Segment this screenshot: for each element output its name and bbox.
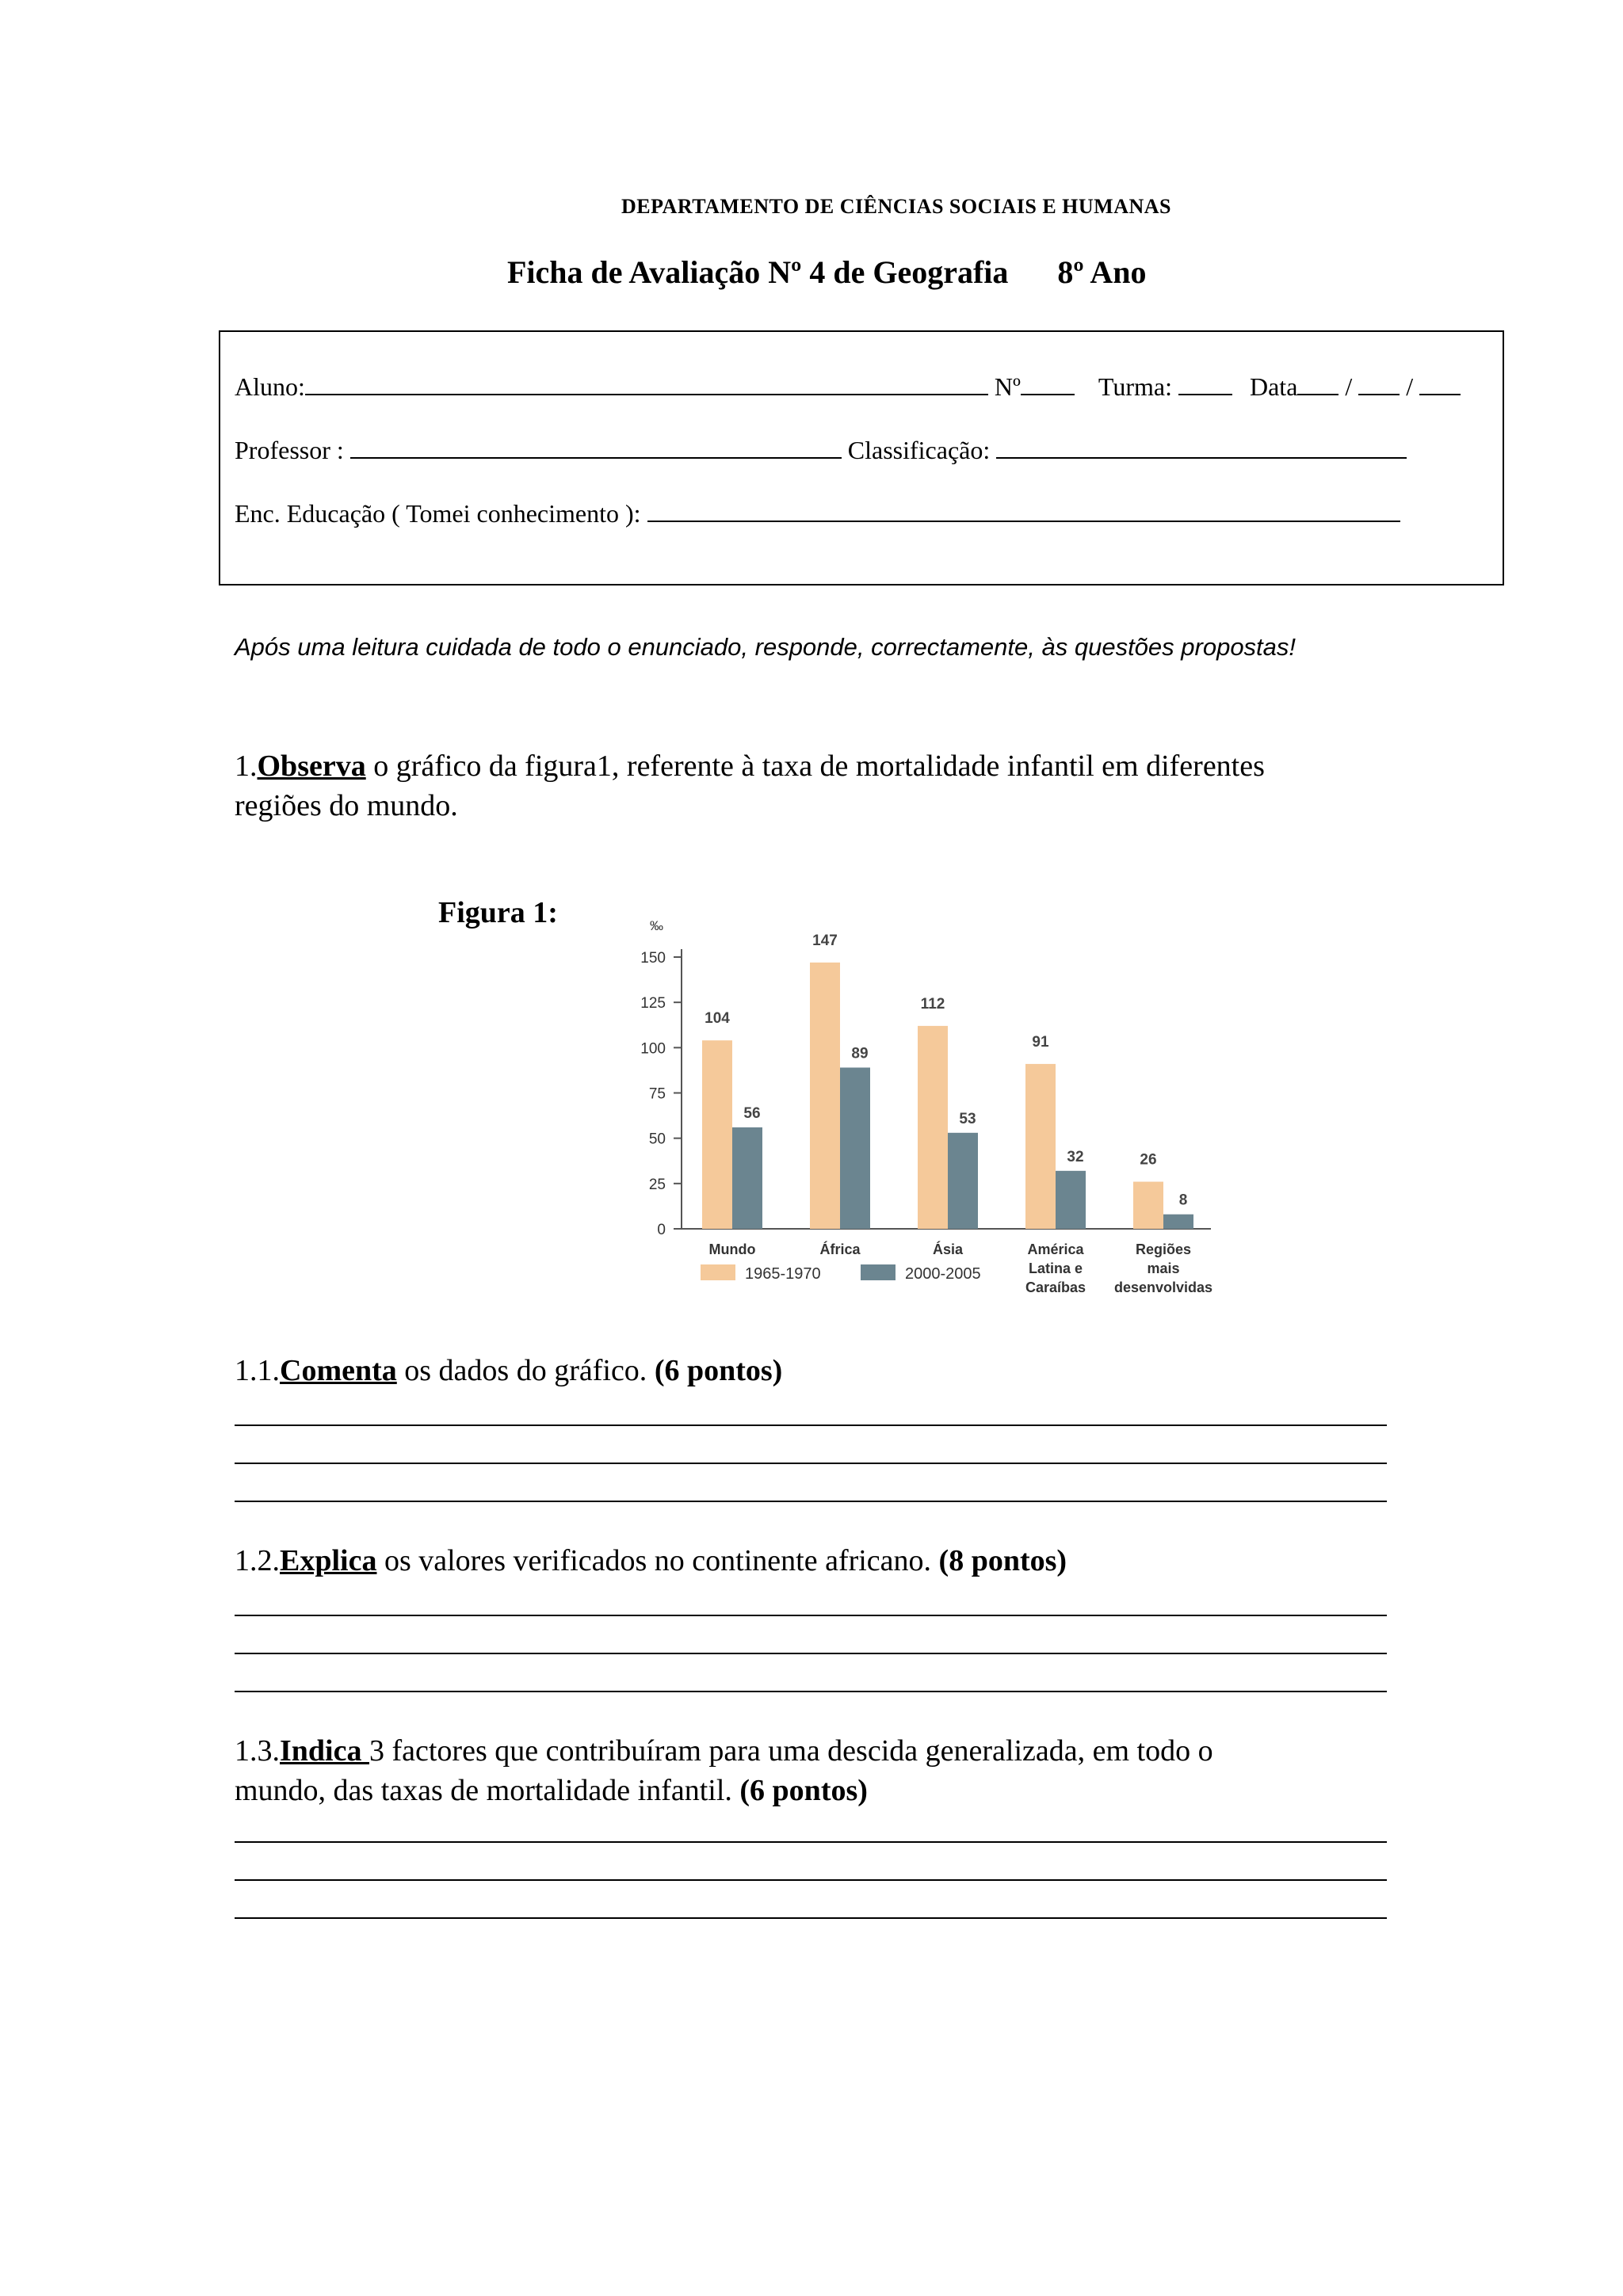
legend-swatch xyxy=(701,1264,735,1280)
bar-early xyxy=(1133,1182,1163,1229)
bar-early xyxy=(702,1040,732,1229)
answer-line[interactable] xyxy=(235,1917,1387,1919)
y-tick-label: 50 xyxy=(648,1131,666,1148)
category-label: Mundo xyxy=(708,1241,756,1257)
q1-verb: Observa xyxy=(257,749,366,783)
category-label: África xyxy=(819,1241,861,1257)
q11-verb: Comenta xyxy=(280,1354,397,1387)
enc-field[interactable] xyxy=(647,498,1400,522)
question-1-1 xyxy=(235,1351,782,1390)
instructions: Após uma leitura cuidada de todo o enunciado, responde, correctamente, às questões propostas! xyxy=(235,633,1296,661)
question-1 xyxy=(235,746,1265,826)
q12-points: (8 pontos) xyxy=(938,1544,1067,1577)
q13-line2 xyxy=(235,1771,1213,1810)
student-info-box xyxy=(219,330,1504,585)
data-label: 8 xyxy=(1178,1192,1188,1209)
y-tick-label: 125 xyxy=(640,995,666,1013)
q13-verb: Indica xyxy=(280,1734,369,1768)
numero-label: Nº xyxy=(994,372,1021,401)
department-heading: DEPARTAMENTO DE CIÊNCIAS SOCIAIS E HUMANAS xyxy=(621,195,1172,218)
chart-svg xyxy=(577,911,1258,1307)
q13-text-line1: 3 factores que contribuíram para uma descida generalizada, em todo o xyxy=(369,1734,1213,1768)
q1-text-line2: regiões do mundo. xyxy=(235,789,458,822)
title-text: Ficha de Avaliação Nº 4 de Geografia xyxy=(507,254,1009,290)
legend-swatch xyxy=(861,1264,896,1280)
y-unit-label: ‰ xyxy=(650,918,663,933)
data-day-field[interactable] xyxy=(1297,372,1338,395)
y-tick-label: 0 xyxy=(657,1222,666,1238)
y-tick-label: 75 xyxy=(648,1085,666,1103)
page-title xyxy=(507,254,1147,291)
aluno-label: Aluno: xyxy=(235,372,305,401)
student-row xyxy=(235,372,1461,402)
q12-verb: Explica xyxy=(280,1544,377,1577)
q13-text-line2: mundo, das taxas de mortalidade infantil. xyxy=(235,1774,740,1807)
question-1-2 xyxy=(235,1541,1067,1581)
q13-line1 xyxy=(235,1731,1213,1771)
data-label: 56 xyxy=(743,1104,761,1122)
answer-line[interactable] xyxy=(235,1501,1387,1502)
bar-late xyxy=(840,1067,870,1229)
classificacao-label: Classificação: xyxy=(847,436,991,464)
data-month-field[interactable] xyxy=(1358,372,1400,395)
date-sep-1: / xyxy=(1345,372,1353,401)
bar-early xyxy=(810,963,840,1229)
legend-label: 1965-1970 xyxy=(745,1265,821,1283)
numero-field[interactable] xyxy=(1021,372,1075,395)
answer-line[interactable] xyxy=(235,1463,1387,1464)
figure-label: Figura 1: xyxy=(438,896,558,929)
answer-line[interactable] xyxy=(235,1425,1387,1426)
bar-late xyxy=(1056,1171,1086,1229)
data-label: Data xyxy=(1249,372,1298,401)
data-label: 147 xyxy=(812,932,838,949)
y-tick-label: 100 xyxy=(640,1040,666,1058)
bar-late xyxy=(1163,1215,1193,1229)
q12-number: 1.2. xyxy=(235,1544,280,1577)
data-label: 26 xyxy=(1140,1151,1157,1169)
bar-early xyxy=(918,1026,948,1229)
category-label: Caraíbas xyxy=(1025,1280,1086,1295)
professor-field[interactable] xyxy=(350,435,842,459)
answer-line[interactable] xyxy=(235,1879,1387,1881)
classificacao-field[interactable] xyxy=(996,435,1407,459)
category-label: mais xyxy=(1147,1261,1180,1276)
answer-line[interactable] xyxy=(235,1615,1387,1616)
data-year-field[interactable] xyxy=(1419,372,1461,395)
y-tick-label: 150 xyxy=(640,950,666,967)
data-label: 91 xyxy=(1032,1033,1049,1051)
data-label: 53 xyxy=(959,1110,976,1127)
date-sep-2: / xyxy=(1406,372,1414,401)
answer-line[interactable] xyxy=(235,1653,1387,1654)
q11-number: 1.1. xyxy=(235,1354,280,1387)
category-label: América xyxy=(1027,1241,1084,1257)
encarregado-row xyxy=(235,498,1400,528)
aluno-field[interactable] xyxy=(305,372,988,395)
category-label: Latina e xyxy=(1028,1261,1083,1276)
category-label: desenvolvidas xyxy=(1113,1280,1213,1295)
bar-late xyxy=(948,1133,978,1229)
grade-text: 8º Ano xyxy=(1057,254,1147,290)
q1-text-line1: o gráfico da figura1, referente à taxa de mortalidade infantil em diferentes xyxy=(365,749,1265,783)
data-label: 89 xyxy=(851,1045,869,1062)
y-tick-label: 25 xyxy=(648,1176,666,1193)
q11-text: os dados do gráfico. xyxy=(396,1354,655,1387)
q12-text: os valores verificados no continente africano. xyxy=(376,1544,939,1577)
professor-label: Professor : xyxy=(235,436,344,464)
bar-late xyxy=(732,1127,762,1229)
turma-field[interactable] xyxy=(1178,372,1232,395)
mortality-chart xyxy=(577,911,1258,1311)
q13-points: (6 pontos) xyxy=(739,1774,868,1807)
professor-row xyxy=(235,435,1407,465)
legend-label: 2000-2005 xyxy=(905,1265,981,1283)
q1-number: 1. xyxy=(235,749,258,783)
bar-early xyxy=(1025,1064,1056,1229)
data-label: 104 xyxy=(705,1010,730,1028)
category-label: Regiões xyxy=(1135,1241,1192,1257)
question-1-3 xyxy=(235,1731,1213,1810)
category-label: Ásia xyxy=(932,1241,964,1257)
enc-label: Enc. Educação ( Tomei conhecimento ): xyxy=(235,499,641,528)
answer-line[interactable] xyxy=(235,1691,1387,1692)
q11-points: (6 pontos) xyxy=(654,1354,783,1387)
q13-number: 1.3. xyxy=(235,1734,280,1768)
question-1-line1 xyxy=(235,746,1265,786)
answer-line[interactable] xyxy=(235,1841,1387,1843)
turma-label: Turma: xyxy=(1098,372,1172,401)
data-label: 112 xyxy=(920,995,945,1013)
data-label: 32 xyxy=(1067,1148,1084,1165)
